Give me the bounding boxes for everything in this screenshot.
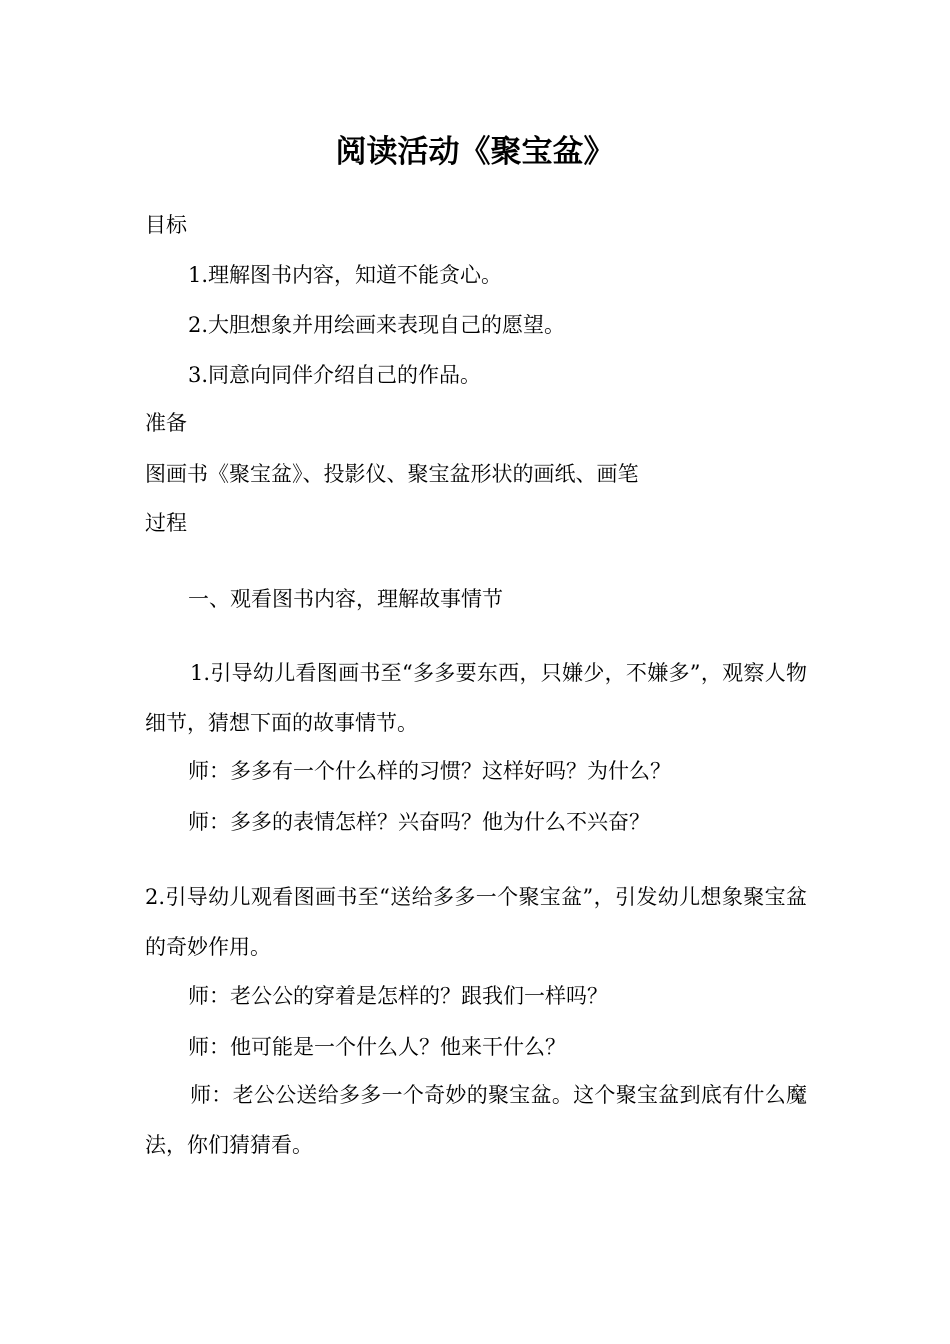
step-1-question-1: 师：多多有一个什么样的习惯？这样好吗？为什么？ <box>188 759 671 783</box>
step-2-question-3: 师：老公公送给多多一个奇妙的聚宝盆。这个聚宝盆到底有什么魔法，你们猜猜看。 <box>145 1083 807 1157</box>
goal-item-2: 2.大胆想象并用绘画来表现自己的愿望。 <box>188 313 566 337</box>
step-2-question-2: 师：他可能是一个什么人？他来干什么？ <box>188 1035 566 1059</box>
step-1-paragraph: 1.引导幼儿看图画书至“多多要东西，只嫌少，不嫌多”，观察人物细节，猜想下面的故事情节。 <box>145 661 807 735</box>
step-1-question-2: 师：多多的表情怎样？兴奋吗？他为什么不兴奋？ <box>188 810 650 834</box>
prep-text: 图画书《聚宝盆》、投影仪、聚宝盆形状的画纸、画笔 <box>145 462 639 486</box>
goal-item-3: 3.同意向同伴介绍自己的作品。 <box>188 363 482 387</box>
process-heading: 过程 <box>145 511 187 535</box>
goal-item-1: 1.理解图书内容，知道不能贪心。 <box>188 263 503 287</box>
document-title: 阅读活动《聚宝盆》 <box>335 134 615 170</box>
goals-heading: 目标 <box>145 213 187 237</box>
prep-heading: 准备 <box>145 411 187 435</box>
step-2-question-1: 师：老公公的穿着是怎样的？跟我们一样吗？ <box>188 984 608 1008</box>
step-2-paragraph: 2.引导幼儿观看图画书至“送给多多一个聚宝盆”，引发幼儿想象聚宝盆的奇妙作用。 <box>145 885 807 959</box>
section-heading-1: 一、观看图书内容，理解故事情节 <box>188 587 503 611</box>
